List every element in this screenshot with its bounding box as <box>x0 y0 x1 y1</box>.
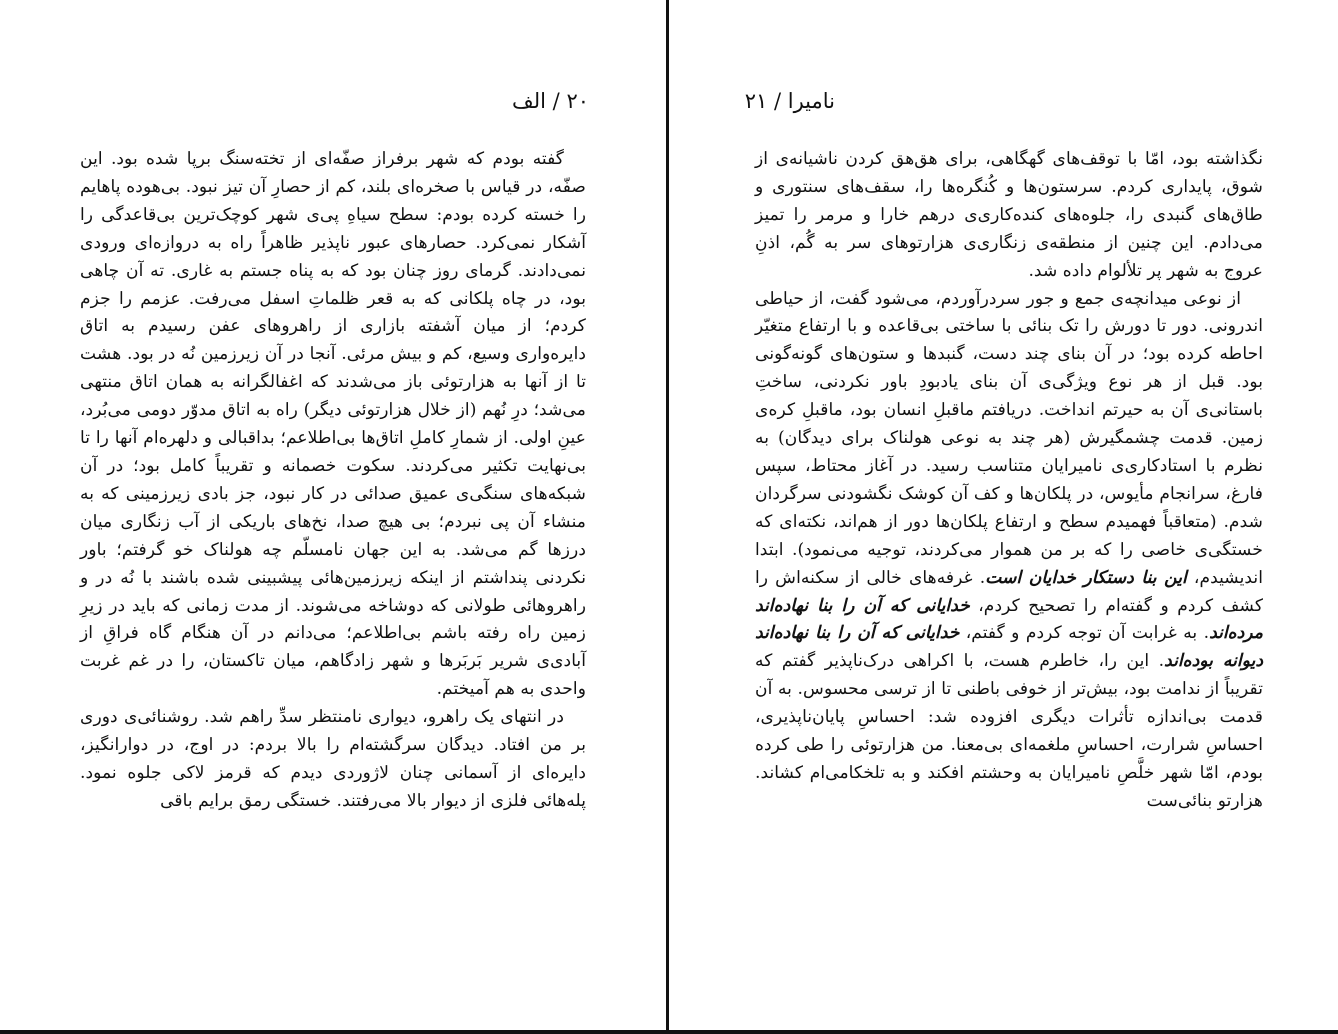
right-paragraph-2-emphasis-3: خدایانی که آن را بنا نهاده‌اند دیوانه بوده‌اند <box>755 623 1263 672</box>
left-paragraph-1: گفته بودم که شهر برفراز صفّه‌ای از تخته‌سنگ برپا شده بود. این صفّه، در قیاس با صخره‌ای بلند، کم از حصارِ آن تیز نبود. بی‌هوده پاهایم را خسته کرده بودم: سطح سیاهِ پی‌ی شهر کوچک‌ترین بی‌قاعدگی را آشکار نمی‌کرد. حصارهای عبور ناپذیر ظاهراً راه به دروازه‌ای ورودی نمی‌دادند. گرمای روز چنان بود که به پناه جستم به غاری. ته آن چاهی بود، در چاه پلکانی که به قعر ظلماتِ اسفل می‌رفت. عزمم را جزم کردم؛ از میان آشفته بازاری از راهروهای عفن رسیدم به اتاق دایره‌واری وسیع، کم و بیش مرئی. آنجا در آن زیرزمین نُه در بود. هشت تا از آنها به هزارتوئی باز می‌شدند که اغفالگرانه به همان اتاق منتهی می‌شد؛ درِ نُهم (از خلال هزارتوئی دیگر) راه به اتاق مدوّر دومی می‌بُرد، عینِ اولی. از شمارِ کاملِ اتاق‌ها بی‌اطلاعم؛ بداقبالی و دلهره‌ام آنها را تا بی‌نهایت تکثیر می‌کردند. سکوت خصمانه و تقریباً کامل بود؛ در آن شبکه‌های سنگی‌ی عمیق صدائی در کار نبود، جز بادی زیرزمینی که به منشاء آن پی نبردم؛ بی هیچ صدا، نخ‌های باریکی از آب زنگاری میان درزها گم می‌شد. به این جهان نامسلّم چه هولناک خو گرفتم؛ باور نکردنی پنداشتم از اینکه زیرزمین‌هائی پیشبینی شده باشند با نُه در و راهروهائی طولانی که دوشاخه می‌شوند. از مدت زمانی که باید در زیرِ زمین راه رفته باشم بی‌اطلاعم؛ می‌دانم در آن هنگام گاه فراقِ از آبادی‌ی شریر بَربَرها و شهر زادگاهم، میان تاکستان، را در غم غربت واحدی به هم آمیختم. <box>80 149 586 700</box>
right-paragraph-1: نگذاشته بود، امّا با توقف‌های گهگاهی، برای هق‌هق کردن ناشیانه‌ی از شوق، پایداری کردم. سرستون‌ها و کُنگره‌ها را، سقف‌های سنتوری و طاق‌های گنبدی را، جلوه‌های کنده‌کاری‌ی درهم خارا و مرمر را تمیز می‌دادم. این چنین از منطقه‌ی زنگاری‌ی هزارتوهای سر به گُم، اذنِ عروج به شهر پر تلألوام داده شد. <box>755 149 1263 281</box>
left-paragraph-2: در انتهای یک راهرو، دیواری نامنتظر سدِّ راهم شد. روشنائی‌ی دوری بر من افتاد. دیدگان سرگشته‌ام را بالا بردم: در اوج، در دوارانگیز، دایره‌ای از آسمانی چنان لاژوردی دیدم که قرمز لاکی جلوه نمود. پله‌هائی فلزی از دیوار بالا می‌رفتند. خستگی رمق برایم باقی <box>80 707 586 811</box>
right-paragraph-2-part-b: . غرفه‌های خالی از سکنه‌اش را کشف کردم و گفته‌ام را تصحیح کردم، <box>755 567 1263 616</box>
left-page-header: ۲۰ / الف <box>512 89 589 113</box>
right-paragraph-2 <box>755 286 1263 816</box>
right-paragraph-2-part-c: . به غرابت آن توجه کردم و گفتم، <box>959 623 1210 644</box>
left-page <box>0 0 666 1030</box>
right-page-header: نامیرا / ۲۱ <box>744 89 835 113</box>
left-page-body <box>80 146 586 816</box>
right-paragraph-2-emphasis-1: این بنا دستکار خدایان است <box>985 567 1187 588</box>
page-bottom-edge <box>0 1030 1338 1034</box>
right-paragraph-2-part-d: . این را، خاطرم هست، با اکراهی درک‌ناپذیر گفتم که تقریباً از ندامت بود، بیش‌تر از خوفی باطنی تا از ترسی محسوس. به آن قدمت بی‌اندازه تأثرات دیگری افزوده شد: احساسِ پایان‌ناپذیری، احساسِ شرارت، احساسِ ملغمه‌ای بی‌معنا. من هزارتوئی را طی کرده بودم، امّا شهر خلَّصِ نامیرایان به وحشتم افکند و به تلخکامی‌ام کشاند. هزارتو بنائی‌ست <box>755 651 1263 811</box>
right-page <box>669 0 1338 1030</box>
right-page-body <box>755 146 1263 816</box>
right-paragraph-2-emphasis-2: خدایانی که آن را بنا نهاده‌اند مرده‌اند <box>755 595 1263 644</box>
right-paragraph-2-part-a: از نوعی میدانچه‌ی جمع و جور سردرآوردم، می‌شود گفت، از حیاطی اندرونی. دور تا دورش را تک بنائی با ساختی بی‌قاعده و با ارتفاع متغیّر احاطه کرده بود؛ در آن بنای چند دست، گنبدها و ستون‌های گونه‌گونی بود. قبل از هر نوع ویژگی‌ی آن بنای یادبودِ باور نکردنی، ساختِ باستانی‌ی آن به حیرتم انداخت. دریافتم ماقبلِ انسان بود، ماقبلِ کره‌ی زمین. قدمت چشمگیرش (هر چند به نوعی هولناک برای دیدگان) به نظرم با استادکاری‌ی نامیرایان متناسب رسید. در آغاز محتاط، سپس فارغ، سرانجام مأیوس، در پلکان‌ها و کف آن کوشک نگشودنی سرگردان شدم. (متعاقباً فهمیدم سطح و ارتفاع پلکان‌ها دور از هم‌اند، نکته‌ای که خستگی‌ی خاصی را که بر من هموار می‌کردند، توجیه می‌نمود). ابتدا اندیشیدم، <box>755 288 1263 588</box>
